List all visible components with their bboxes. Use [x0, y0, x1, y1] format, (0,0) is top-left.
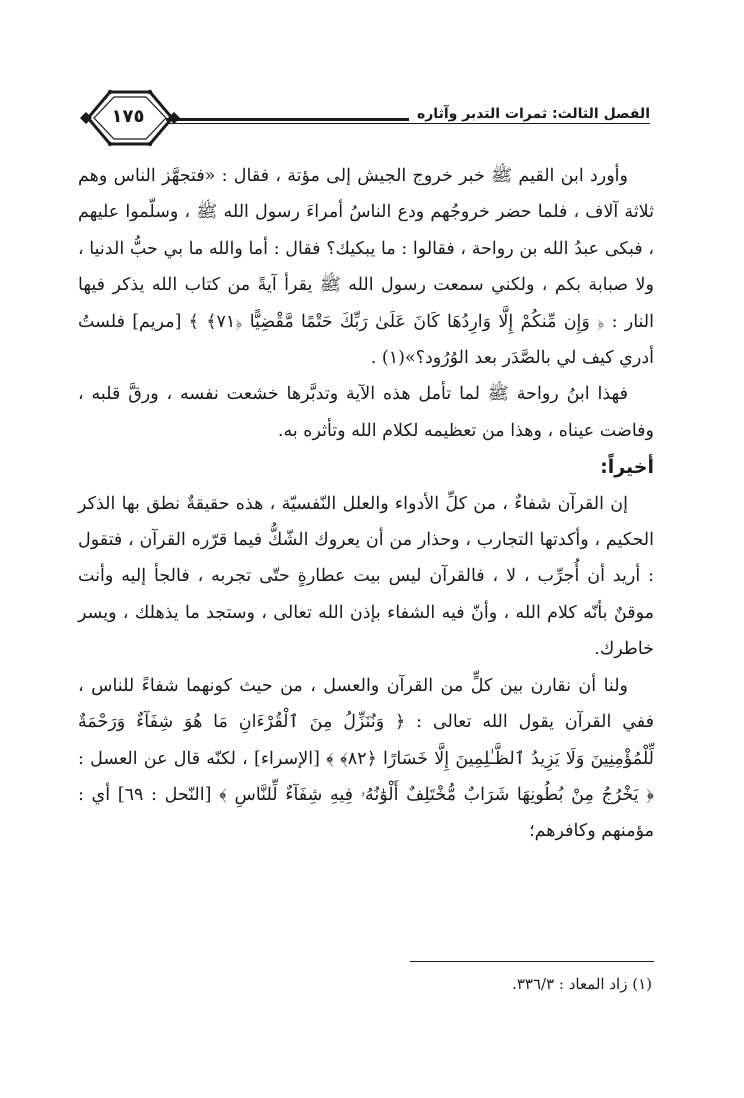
- footnote-separator: [410, 961, 654, 962]
- footnote: (١) زاد المعاد : ٣٣٦/٣.: [512, 975, 652, 993]
- chapter-title: الفصل الثالث: ثمرات التدبر وآثاره: [409, 106, 650, 122]
- header-rule-thin: [166, 123, 650, 124]
- paragraph-quran-honey: ولنا أن نقارن بين كلٍّ من القرآن والعسل ، من حيث كونهما شفاءً للناس ، ففي القرآن يقول الله تعالى : ﴿ وَنُنَزِّلُ مِنَ ٱلْقُرْءَانِ مَا هُوَ شِفَآءٌ وَرَحْمَةٌ لِّلْمُؤْمِنِينَ وَلَا يَزِيدُ ٱلظَّـٰلِمِينَ إِلَّا خَسَارًا ﴿٨٢﴾ ﴾ [الإسراء] ، لكنّه قال عن العسل : ﴿ يَخْرُجُ مِنْ بُطُونِهَا شَرَابٌ مُّخْتَلِفٌ أَلْوَٰنُهُۥ فِيهِ شِفَآءٌ لِّلنَّاسِ ﴾ [النّحل : ٦٩] أي : مؤمنهم وكافرهم؛: [78, 675, 655, 842]
- paragraph-ibn-rawaha-story: وأورد ابن القيم ﷺ خبر خروج الجيش إلى مؤتة ، فقال : «فتجهَّز الناس وهم ثلاثة آلاف ، فلما حضر خروجُهم ودع الناسُ أمراءَ رسول الله ﷺ ، وسلّموا عليهم ، فبكى عبدُ الله بن رواحة ، فقالوا : ما يبكيك؟ فقال : أما والله ما بي حبُّ الدنيا ، ولا صبابة بكم ، ولكني سمعت رسول الله ﷺ يقرأ آيةً من كتاب الله يذكر فيها النار : ﴿ وَإِن مِّنكُمْ إِلَّا وَارِدُهَا كَانَ عَلَىٰ رَبِّكَ حَتْمًا مَّقْضِيًّا ﴿٧١﴾ ﴾ [مريم] فلستُ أدري كيف لي بالصَّدَر بعد الوُرُود؟»(١) .: [78, 166, 654, 369]
- main-text: [78, 158, 654, 850]
- paragraph-ibn-rawaha-reflection: فهذا ابنُ رواحة ﷺ لما تأمل هذه الآية وتدبَّرها خشعت نفسه ، ورقَّ قلبه ، وفاضت عيناه ، وهذا من تعظيمه لكلام الله وتأثره به.: [78, 384, 654, 441]
- page-number: ١٧٥: [111, 106, 145, 127]
- page-header: [80, 88, 650, 148]
- paragraph-quran-healing: إن القرآن شفاءٌ ، من كلِّ الأدواء والعلل النّفسيّة ، هذه حقيقةٌ نطق بها الذكر الحكيم ، وأكدتها التجارب ، وحذار من أن يعروك الشّكُّ فيما قرّره القرآن ، فتقول : أريد أن أُجرِّب ، لا ، فالقرآن ليس بيت عطارةٍ حتّى تجربه ، فالجأ إليه وأنت موقنٌ بأنّه كلام الله ، وأنّ فيه الشفاء بإذن الله تعالى ، وستجد ما يذهلك ، ويسر خاطرك.: [78, 493, 654, 660]
- section-heading-finally: أخيراً:: [600, 456, 654, 479]
